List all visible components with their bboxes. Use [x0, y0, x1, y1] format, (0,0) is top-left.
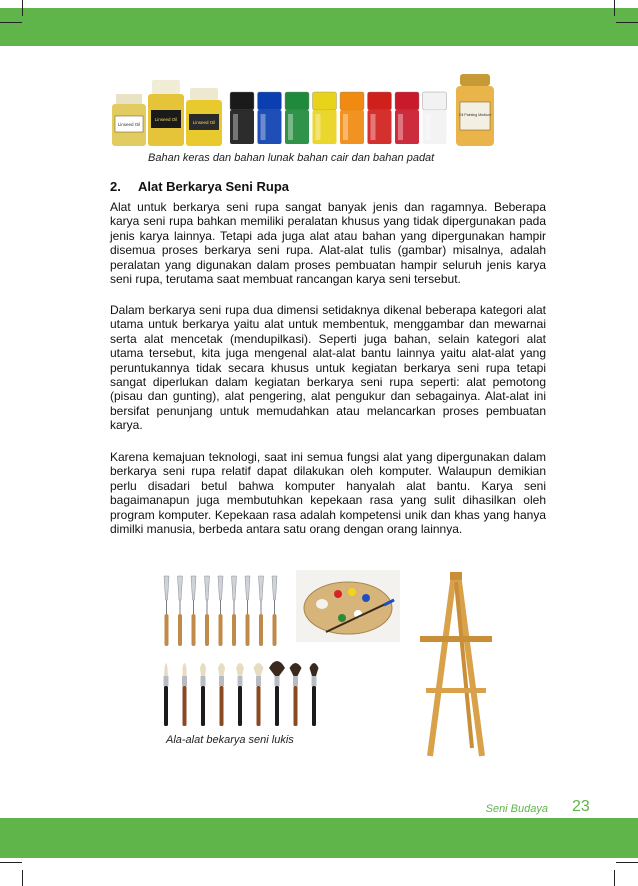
palette-knife: [245, 576, 250, 646]
palette-knife: [164, 576, 169, 646]
jar-label: Linseed Oil: [117, 122, 141, 127]
crop-mark: [0, 22, 22, 23]
paint-brush: [290, 663, 302, 726]
book-title: Seni Budaya: [485, 803, 548, 815]
palette-knife: [205, 576, 210, 646]
paragraph: Dalam berkarya seni rupa dua dimensi setidaknya dikenal beberapa kategori alat utama untuk berkarya yaitu alat untuk membentuk, menggambar dan mewarnai serta alat mencetak (mendupilkasi). Seperti juga bahan, selain kategori alat utama tersebut, kita juga mengenal alat-alat bantu lainnya yaitu alat-alat yang peruntukannya tidak secara khusus untuk kegiatan berkarya seni rupa tetapi sangat diperlukan dalam kegiatan berkarya seni rupa seperti: alat pemotong (pisau dan gunting), alat pengering, alat pengukur dan sebagainya. Alat-alat ini bersifat penunjang untuk memudahkan atau melancarkan proses pembuatan karya.: [110, 303, 546, 433]
paint-brush: [200, 663, 206, 726]
paint-pot: [313, 92, 337, 144]
paragraph: Karena kemajuan teknologi, saat ini semua fungsi alat yang dipergunakan dalam berkarya seni rupa relatif dapat dilakukan oleh komputer. Walaupun demikian perlu disadari betul bahwa komputer hanyalah alat bantu. Karya seni bagaimanapun juga membutuhkan kepekaan rasa yang sulit dihasilkan oleh program komputer. Kepekaan rasa adalah kompetensi unik dan khas yang hanya dimilki manusia, berbeda antara satu orang dengan orang lainnya.: [110, 450, 546, 537]
jar-label: Oil Painting Medium: [458, 113, 492, 117]
paragraph: Alat untuk berkarya seni rupa sangat banyak jenis dan ragamnya. Beberapa karya seni rupa bahkan memiliki peralatan khusus yang tidak dipergunakan pada jenis karya lainnya. Tetapi ada juga alat atau bahan yang dipergunakan hampir disemua proses berkarya seni rupa. Alat-alat tulis (gambar) misalnya, adalah peralatan yang digunakan dalam proses pembuatan hampir seluruh jenis karya seni rupa, terutama saat membuat rancangan karya seni tersebut.: [110, 200, 546, 287]
easel-photo: [412, 572, 500, 758]
jar-label: Linseed Oil: [154, 117, 178, 122]
painting-medium-jar: [456, 74, 494, 146]
section-number: 2.: [110, 179, 121, 194]
figure-caption-tools: Ala-alat bekarya seni lukis: [166, 734, 294, 746]
paint-brush: [182, 663, 187, 726]
paint-pot: [395, 92, 419, 144]
palette-knife: [232, 576, 237, 646]
page-number: 23: [572, 798, 590, 815]
paint-pot: [423, 92, 447, 144]
crop-mark: [614, 0, 615, 16]
crop-mark: [616, 862, 638, 863]
palette-knives-photo: [158, 574, 286, 650]
top-green-band: [0, 8, 638, 46]
palette-knife: [218, 576, 223, 646]
palette-knife: [272, 576, 277, 646]
paint-pot: [230, 92, 254, 144]
crop-mark: [22, 0, 23, 16]
paint-brush: [164, 663, 169, 726]
section-title: Alat Berkarya Seni Rupa: [138, 179, 290, 194]
crop-mark: [0, 862, 22, 863]
paint-brush: [310, 663, 319, 726]
section-heading: [110, 179, 289, 194]
paint-brush: [218, 663, 225, 726]
bottom-green-band: [0, 818, 638, 858]
paint-palette-photo: [296, 570, 400, 642]
paint-pot: [258, 92, 282, 144]
paint-brush: [254, 663, 264, 726]
paint-pot: [285, 92, 309, 144]
paint-brushes-photo: [158, 654, 336, 728]
linseed-oil-jar: [186, 88, 222, 146]
linseed-oil-jar: [148, 80, 184, 146]
linseed-oil-jar: [112, 94, 146, 146]
palette-knife: [191, 576, 196, 646]
crop-mark: [616, 22, 638, 23]
paint-brush: [236, 663, 244, 726]
paint-pot: [340, 92, 364, 144]
paint-pot: [368, 92, 392, 144]
crop-mark: [22, 870, 23, 886]
jar-label: Linseed Oil: [192, 120, 216, 125]
palette-knife: [259, 576, 264, 646]
paint-brush: [269, 661, 285, 726]
crop-mark: [614, 870, 615, 886]
art-materials-photo: [108, 72, 498, 150]
palette-knife: [178, 576, 183, 646]
figure-caption-materials: Bahan keras dan bahan lunak bahan cair dan bahan padat: [148, 152, 435, 164]
